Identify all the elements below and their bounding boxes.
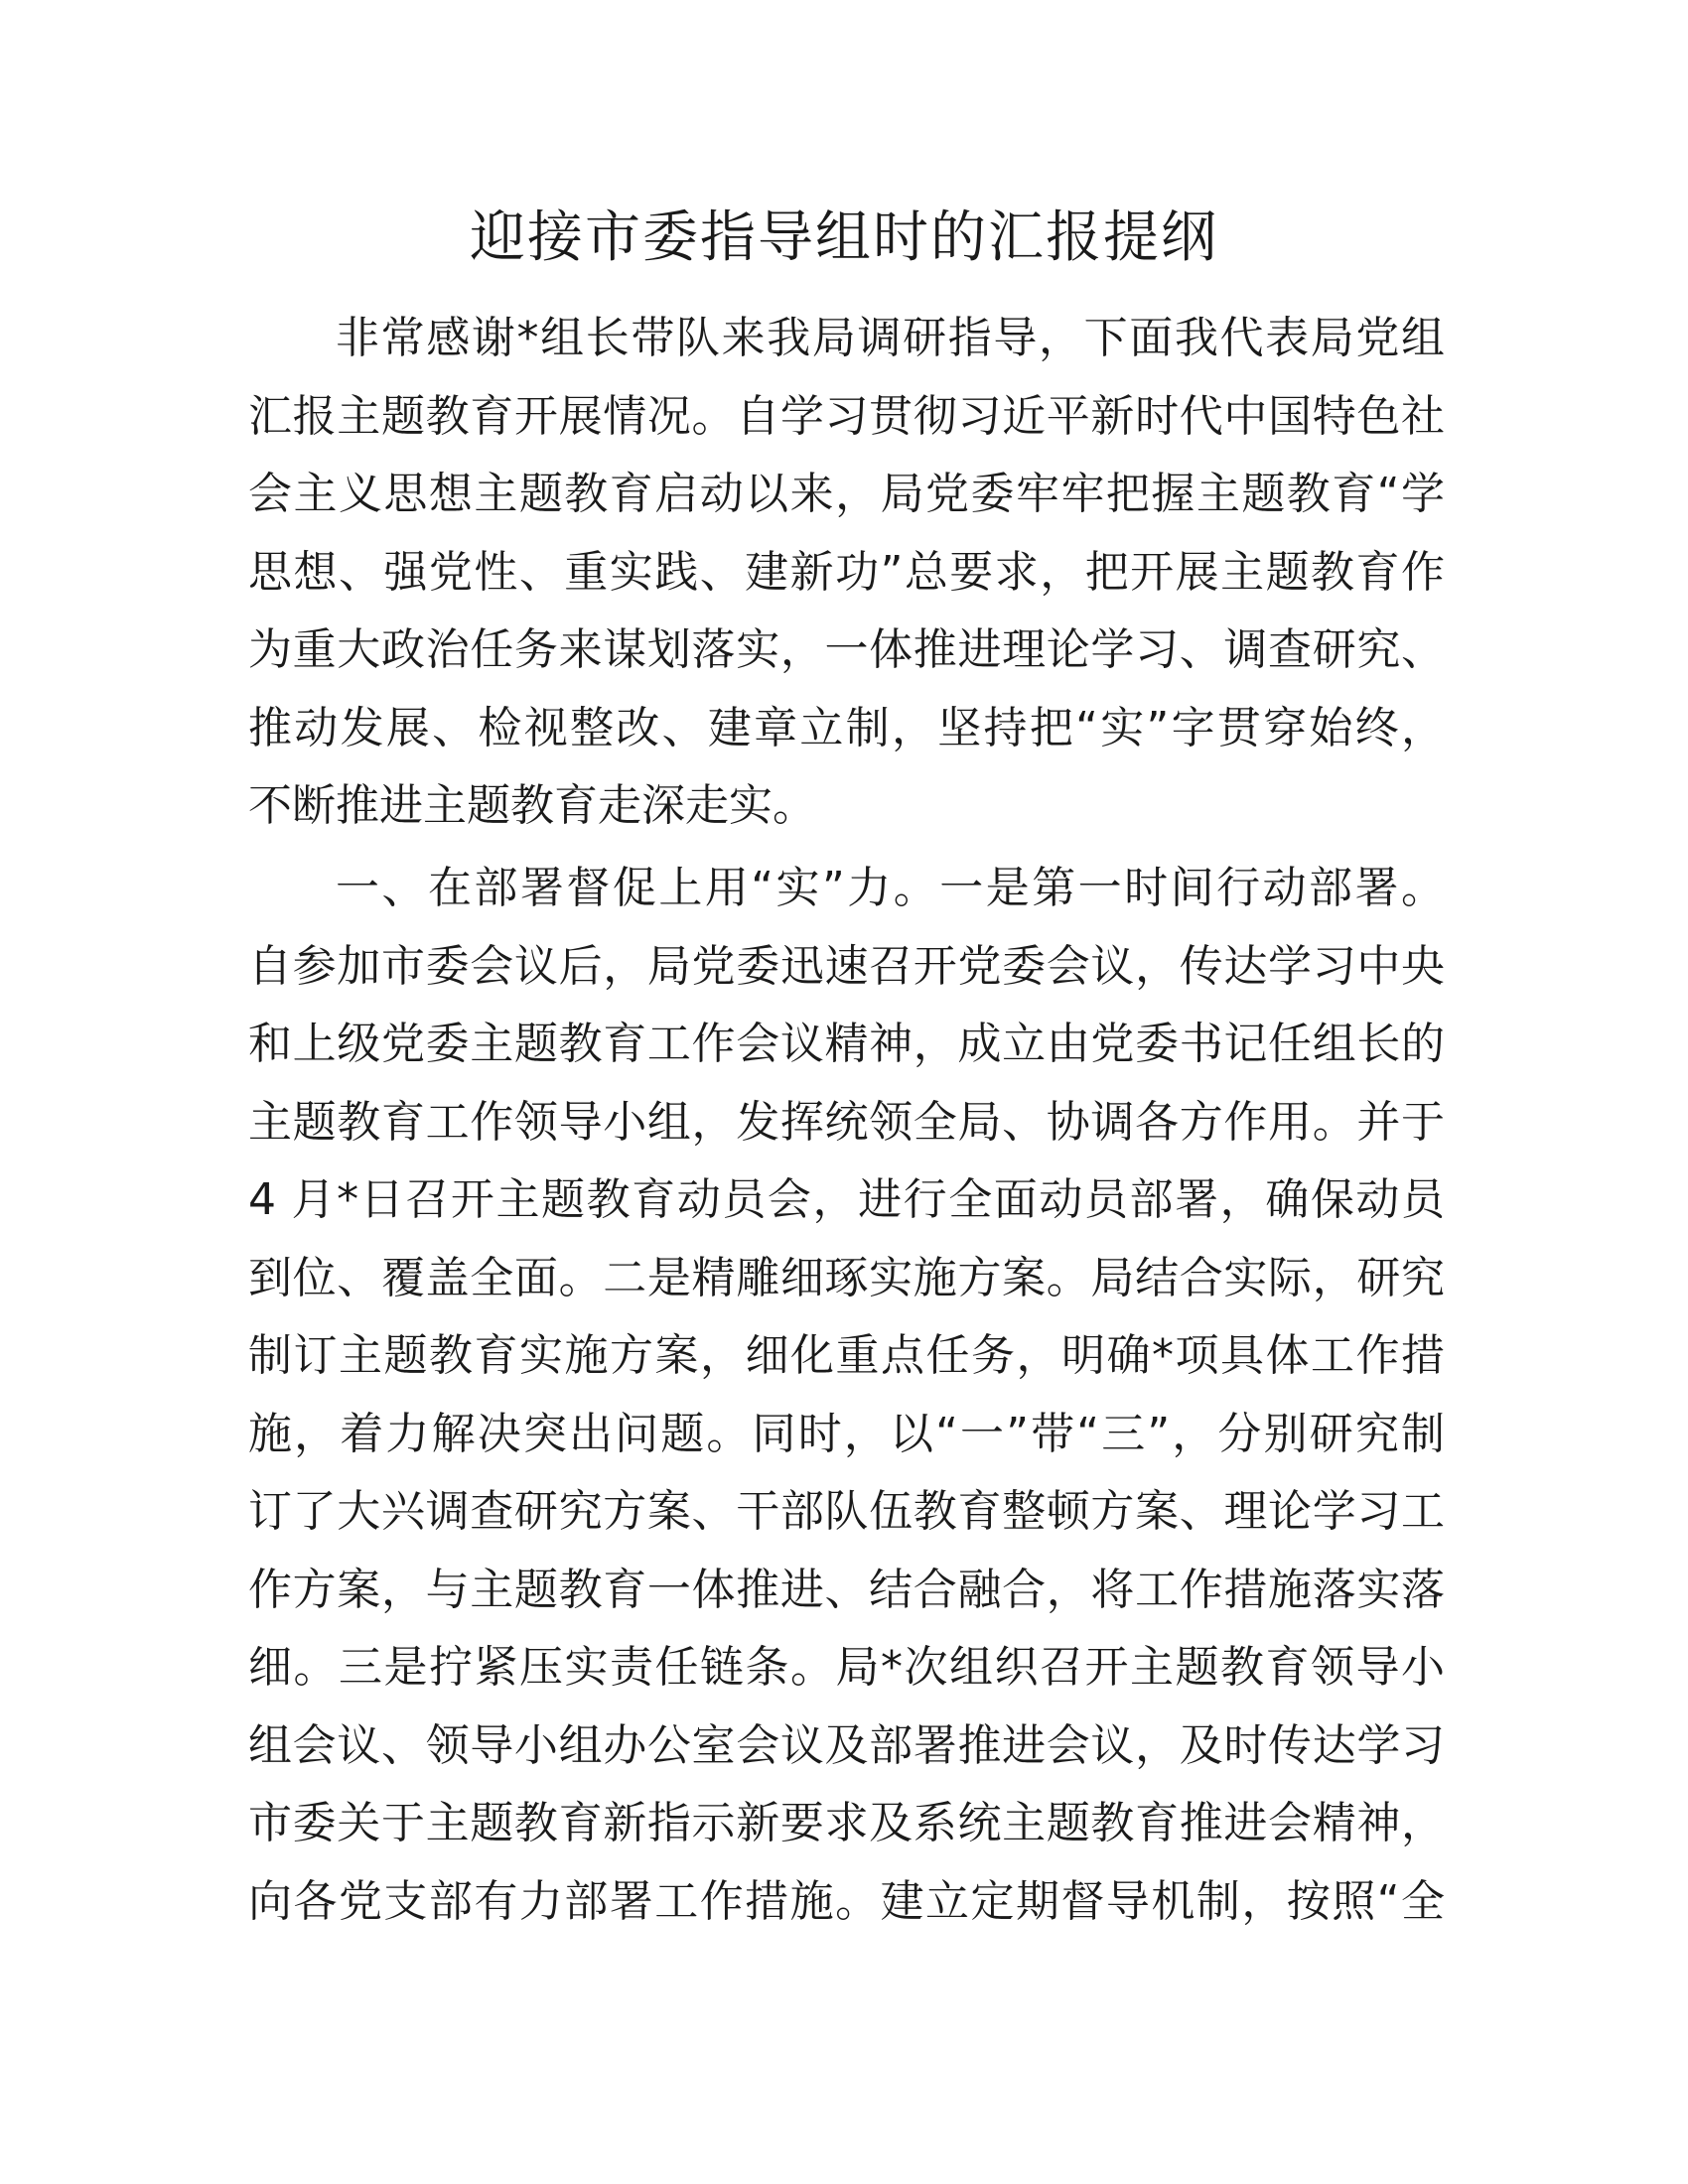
paragraph-line: 细。三是拧紧压实责任链条。局*次组织召开主题教育领导小 — [248, 1642, 1445, 1693]
paragraph-line: 汇报主题教育开展情况。自学习贯彻习近平新时代中国特色社 — [248, 390, 1445, 442]
paragraph-line: 到位、覆盖全面。二是精雕细琢实施方案。局结合实际，研究 — [248, 1252, 1445, 1303]
paragraph-line: 制订主题教育实施方案，细化重点任务，明确*项具体工作措 — [248, 1330, 1445, 1381]
paragraph-line: 非常感谢*组长带队来我局调研指导，下面我代表局党组 — [336, 313, 1445, 363]
paragraph-line: 不断推进主题教育走深走实。 — [248, 780, 816, 831]
intro-paragraph — [248, 300, 1445, 846]
section-one-paragraph — [248, 850, 1445, 1941]
paragraph-line: 作方案，与主题教育一体推进、结合融合，将工作措施落实落 — [248, 1564, 1445, 1615]
paragraph-line: 主题教育工作领导小组，发挥统领全局、协调各方作用。并于 — [248, 1096, 1445, 1148]
paragraph-line: 施，着力解决突出问题。同时，以“一”带“三”，分别研究制 — [248, 1408, 1445, 1459]
paragraph-line: 一、在部署督促上用“实”力。一是第一时间行动部署。 — [336, 863, 1445, 913]
paragraph-line: 思想、强党性、重实践、建新功”总要求，把开展主题教育作 — [248, 546, 1445, 598]
paragraph-line: 市委关于主题教育新指示新要求及系统主题教育推进会精神， — [248, 1798, 1445, 1848]
paragraph-line: 组会议、领导小组办公室会议及部署推进会议，及时传达学习 — [248, 1719, 1445, 1771]
paragraph-line: 向各党支部有力部署工作措施。建立定期督导机制，按照“全 — [248, 1875, 1445, 1927]
paragraph-line: 4 月*日召开主题教育动员会，进行全面动员部署，确保动员 — [248, 1174, 1445, 1225]
paragraph-line: 和上级党委主题教育工作会议精神，成立由党委书记任组长的 — [248, 1019, 1445, 1069]
paragraph-line: 会主义思想主题教育启动以来，局党委牢牢把握主题教育“学 — [248, 469, 1445, 519]
document-title: 迎接市委指导组时的汇报提纲 — [470, 205, 1218, 270]
paragraph-line: 订了大兴调查研究方案、干部队伍教育整顿方案、理论学习工 — [248, 1486, 1445, 1537]
paragraph-line: 自参加市委会议后，局党委迅速召开党委会议，传达学习中央 — [248, 940, 1445, 992]
paragraph-line: 推动发展、检视整改、建章立制，坚持把“实”字贯穿始终， — [248, 702, 1445, 753]
paragraph-line: 为重大政治任务来谋划落实，一体推进理论学习、调查研究、 — [248, 624, 1445, 675]
